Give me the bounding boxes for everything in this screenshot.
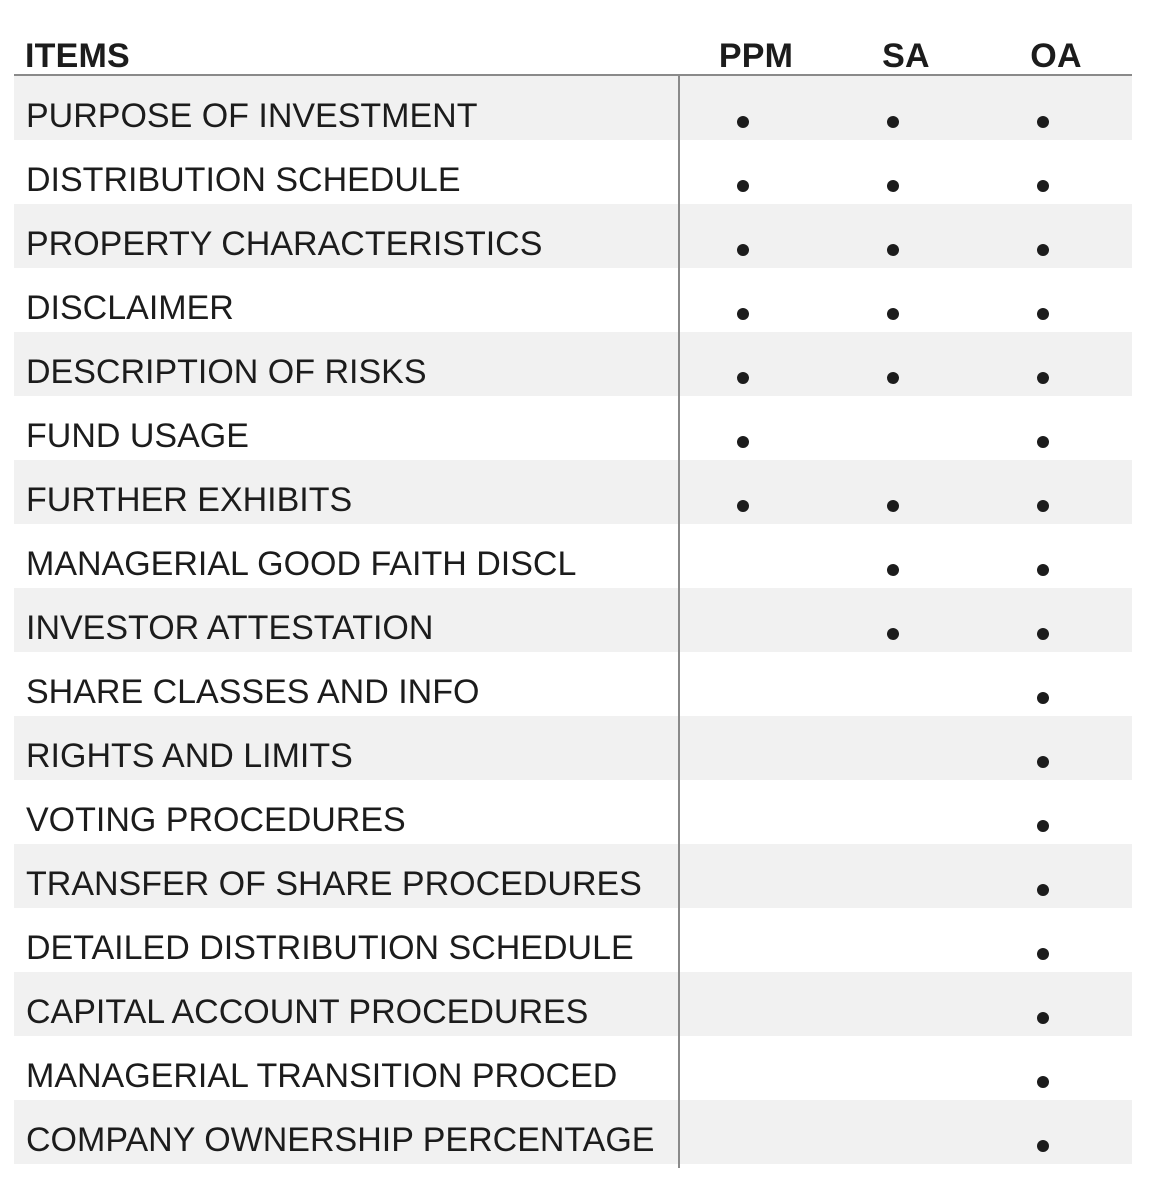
- ppm-mark-cell: [668, 780, 818, 844]
- sa-mark-cell: [818, 204, 968, 268]
- table-row: [14, 396, 1132, 460]
- table-row: [14, 652, 1132, 716]
- ppm-mark-cell: [668, 652, 818, 716]
- bullet-dot-icon: [1037, 756, 1049, 768]
- bullet-dot-icon: [1037, 244, 1049, 256]
- ppm-mark-cell: [668, 1100, 818, 1164]
- sa-mark-cell: [818, 844, 968, 908]
- ppm-mark-cell: [668, 716, 818, 780]
- item-label: TRANSFER OF SHARE PROCEDURES: [26, 865, 642, 903]
- bullet-dot-icon: [1037, 116, 1049, 128]
- bullet-dot-icon: [1037, 1076, 1049, 1088]
- table-row: [14, 972, 1132, 1036]
- item-label: DESCRIPTION OF RISKS: [26, 353, 427, 391]
- item-label: VOTING PROCEDURES: [26, 801, 406, 839]
- table-row: [14, 588, 1132, 652]
- bullet-dot-icon: [737, 308, 749, 320]
- bullet-dot-icon: [737, 244, 749, 256]
- bullet-dot-icon: [1037, 1140, 1049, 1152]
- oa-mark-cell: [968, 588, 1118, 652]
- bullet-dot-icon: [1037, 884, 1049, 896]
- column-header-items: ITEMS: [25, 37, 130, 75]
- item-label: CAPITAL ACCOUNT PROCEDURES: [26, 993, 589, 1031]
- oa-mark-cell: [968, 780, 1118, 844]
- table-row: [14, 780, 1132, 844]
- item-label: SHARE CLASSES AND INFO: [26, 673, 480, 711]
- bullet-dot-icon: [1037, 308, 1049, 320]
- ppm-mark-cell: [668, 588, 818, 652]
- ppm-mark-cell: [668, 332, 818, 396]
- table-row: [14, 908, 1132, 972]
- sa-mark-cell: [818, 76, 968, 140]
- ppm-mark-cell: [668, 908, 818, 972]
- ppm-mark-cell: [668, 1036, 818, 1100]
- sa-mark-cell: [818, 460, 968, 524]
- bullet-dot-icon: [1037, 948, 1049, 960]
- table-row: [14, 332, 1132, 396]
- sa-mark-cell: [818, 268, 968, 332]
- table-row: [14, 268, 1132, 332]
- bullet-dot-icon: [1037, 820, 1049, 832]
- oa-mark-cell: [968, 844, 1118, 908]
- oa-mark-cell: [968, 268, 1118, 332]
- comparison-table: [14, 30, 1132, 1164]
- item-label: PROPERTY CHARACTERISTICS: [26, 225, 543, 263]
- sa-mark-cell: [818, 524, 968, 588]
- bullet-dot-icon: [887, 180, 899, 192]
- bullet-dot-icon: [887, 372, 899, 384]
- item-label: INVESTOR ATTESTATION: [26, 609, 434, 647]
- table-header: [14, 30, 1132, 76]
- table-row: [14, 844, 1132, 908]
- table-body: [14, 76, 1132, 1164]
- bullet-dot-icon: [1037, 180, 1049, 192]
- column-header-oa: OA: [1030, 37, 1082, 75]
- sa-mark-cell: [818, 780, 968, 844]
- bullet-dot-icon: [1037, 692, 1049, 704]
- item-label: RIGHTS AND LIMITS: [26, 737, 353, 775]
- column-header-sa: SA: [882, 37, 930, 75]
- sa-mark-cell: [818, 332, 968, 396]
- bullet-dot-icon: [737, 500, 749, 512]
- bullet-dot-icon: [887, 308, 899, 320]
- sa-mark-cell: [818, 908, 968, 972]
- bullet-dot-icon: [1037, 500, 1049, 512]
- sa-mark-cell: [818, 140, 968, 204]
- oa-mark-cell: [968, 460, 1118, 524]
- sa-mark-cell: [818, 1100, 968, 1164]
- column-divider: [678, 76, 680, 1168]
- table-row: [14, 1100, 1132, 1164]
- bullet-dot-icon: [1037, 372, 1049, 384]
- ppm-mark-cell: [668, 844, 818, 908]
- oa-mark-cell: [968, 972, 1118, 1036]
- table-row: [14, 204, 1132, 268]
- item-label: MANAGERIAL TRANSITION PROCED: [26, 1057, 618, 1095]
- oa-mark-cell: [968, 1036, 1118, 1100]
- oa-mark-cell: [968, 396, 1118, 460]
- ppm-mark-cell: [668, 460, 818, 524]
- table-row: [14, 460, 1132, 524]
- bullet-dot-icon: [1037, 628, 1049, 640]
- oa-mark-cell: [968, 204, 1118, 268]
- table-row: [14, 524, 1132, 588]
- oa-mark-cell: [968, 716, 1118, 780]
- oa-mark-cell: [968, 332, 1118, 396]
- item-label: FUND USAGE: [26, 417, 249, 455]
- item-label: PURPOSE OF INVESTMENT: [26, 97, 478, 135]
- sa-mark-cell: [818, 972, 968, 1036]
- bullet-dot-icon: [887, 500, 899, 512]
- ppm-mark-cell: [668, 524, 818, 588]
- ppm-mark-cell: [668, 396, 818, 460]
- sa-mark-cell: [818, 588, 968, 652]
- bullet-dot-icon: [737, 180, 749, 192]
- bullet-dot-icon: [737, 436, 749, 448]
- item-label: MANAGERIAL GOOD FAITH DISCL: [26, 545, 577, 583]
- oa-mark-cell: [968, 1100, 1118, 1164]
- ppm-mark-cell: [668, 972, 818, 1036]
- sa-mark-cell: [818, 396, 968, 460]
- table-row: [14, 140, 1132, 204]
- oa-mark-cell: [968, 652, 1118, 716]
- ppm-mark-cell: [668, 268, 818, 332]
- sa-mark-cell: [818, 716, 968, 780]
- oa-mark-cell: [968, 908, 1118, 972]
- sa-mark-cell: [818, 1036, 968, 1100]
- item-label: DISTRIBUTION SCHEDULE: [26, 161, 461, 199]
- bullet-dot-icon: [887, 116, 899, 128]
- item-label: COMPANY OWNERSHIP PERCENTAGE: [26, 1121, 655, 1159]
- sa-mark-cell: [818, 652, 968, 716]
- bullet-dot-icon: [887, 244, 899, 256]
- table-row: [14, 1036, 1132, 1100]
- ppm-mark-cell: [668, 76, 818, 140]
- oa-mark-cell: [968, 76, 1118, 140]
- ppm-mark-cell: [668, 204, 818, 268]
- item-label: FURTHER EXHIBITS: [26, 481, 353, 519]
- bullet-dot-icon: [1037, 436, 1049, 448]
- bullet-dot-icon: [887, 564, 899, 576]
- oa-mark-cell: [968, 524, 1118, 588]
- table-row: [14, 76, 1132, 140]
- oa-mark-cell: [968, 140, 1118, 204]
- table-row: [14, 716, 1132, 780]
- bullet-dot-icon: [1037, 1012, 1049, 1024]
- item-label: DISCLAIMER: [26, 289, 234, 327]
- column-header-ppm: PPM: [718, 37, 794, 75]
- ppm-mark-cell: [668, 140, 818, 204]
- bullet-dot-icon: [1037, 564, 1049, 576]
- bullet-dot-icon: [887, 628, 899, 640]
- bullet-dot-icon: [737, 116, 749, 128]
- item-label: DETAILED DISTRIBUTION SCHEDULE: [26, 929, 634, 967]
- bullet-dot-icon: [737, 372, 749, 384]
